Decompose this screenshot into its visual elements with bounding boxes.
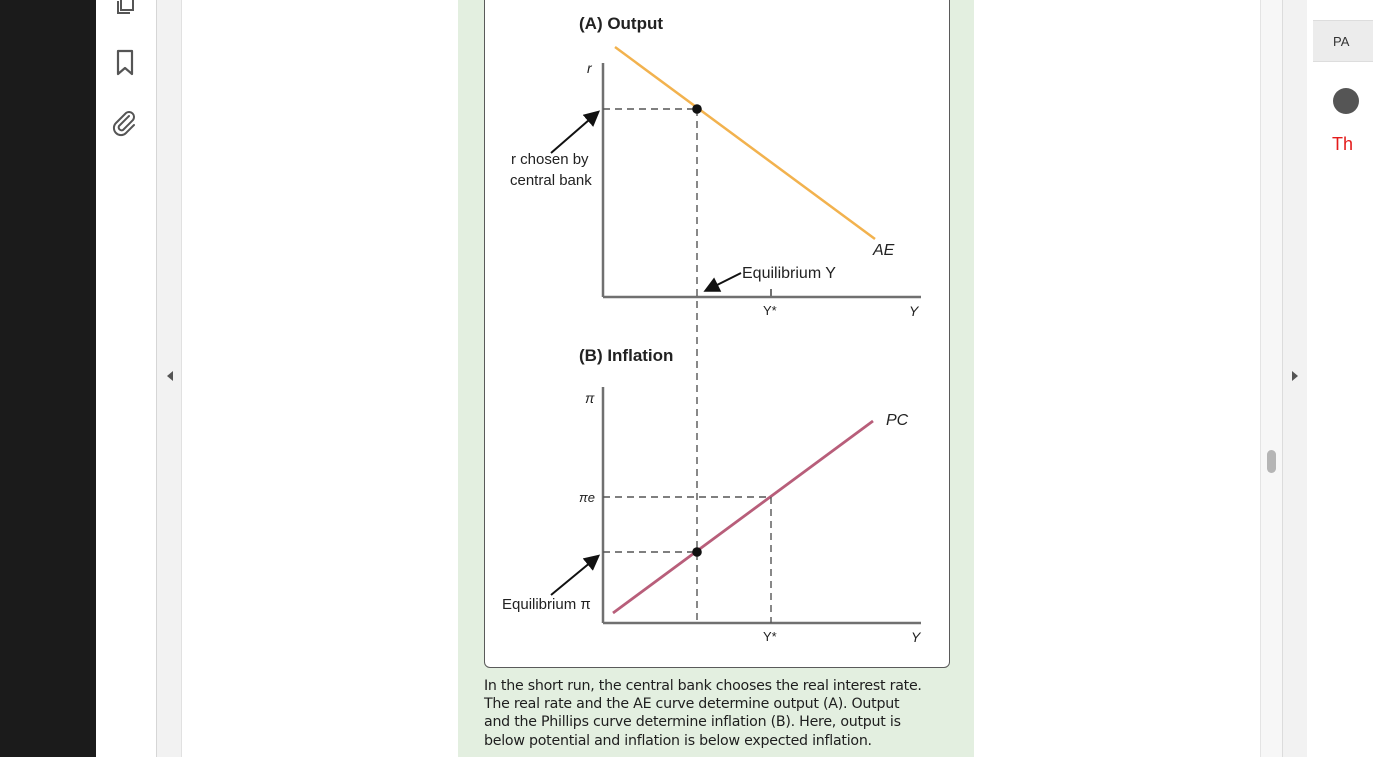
panel-a-x-label: Y xyxy=(909,303,919,319)
pdf-page xyxy=(458,0,974,757)
ae-curve xyxy=(615,47,875,239)
panel-a-equilibrium-point xyxy=(692,104,702,114)
pi-e-label: πe xyxy=(579,490,595,505)
panel-b-y-label: π xyxy=(585,390,595,406)
window-edge xyxy=(0,0,96,757)
scrollbar-thumb[interactable] xyxy=(1267,450,1276,473)
figure-frame xyxy=(484,0,950,668)
panel-b-ystar-label: Y* xyxy=(763,629,777,644)
right-panel-collapse-bar[interactable] xyxy=(1282,0,1308,757)
caption-line-3: and the Phillips curve determine inflation (B). Here, output is xyxy=(484,714,901,731)
equilibrium-pi-label: Equilibrium π xyxy=(502,596,591,613)
right-panel-tab[interactable]: PA xyxy=(1313,20,1373,62)
r-chosen-arrow xyxy=(551,113,597,153)
pc-curve xyxy=(613,421,873,613)
caption-line-4: below potential and inflation is below expected inflation. xyxy=(484,732,872,749)
caption-line-2: The real rate and the AE curve determine output (A). Output xyxy=(484,696,900,713)
equilibrium-y-label: Equilibrium Y xyxy=(742,265,836,282)
left-panel-collapse-bar[interactable] xyxy=(157,0,182,757)
panel-a-y-label: r xyxy=(587,60,592,76)
pc-label: PC xyxy=(886,412,909,429)
figure-diagram xyxy=(485,0,949,667)
right-tools-panel xyxy=(1307,0,1354,757)
bookmark-icon[interactable] xyxy=(110,48,140,78)
paperclip-icon[interactable] xyxy=(110,109,140,139)
collapse-right-arrow-icon[interactable] xyxy=(1289,368,1301,384)
document-viewport xyxy=(182,0,1260,757)
vertical-scrollbar[interactable] xyxy=(1260,0,1283,757)
equilibrium-y-arrow xyxy=(707,273,741,290)
r-chosen-line1: r chosen by xyxy=(511,151,589,168)
copy-pages-icon[interactable] xyxy=(110,0,140,20)
r-chosen-line2: central bank xyxy=(510,172,592,189)
panel-a-title: (A) Output xyxy=(579,14,664,33)
ae-label: AE xyxy=(873,242,895,259)
caption-line-1: In the short run, the central bank chooses the real interest rate. xyxy=(484,678,922,694)
panel-b-equilibrium-point xyxy=(692,547,702,557)
panel-b-title: (B) Inflation xyxy=(579,346,674,365)
panel-b-x-label: Y xyxy=(911,629,921,645)
equilibrium-pi-arrow xyxy=(551,557,597,595)
tool-circle-icon[interactable] xyxy=(1333,88,1359,114)
collapse-left-arrow-icon[interactable] xyxy=(164,368,176,384)
navigation-panel xyxy=(96,0,157,757)
panel-a-ystar-label: Y* xyxy=(763,303,777,318)
right-panel-red-text: Th xyxy=(1332,134,1354,154)
figure-caption xyxy=(484,677,954,750)
